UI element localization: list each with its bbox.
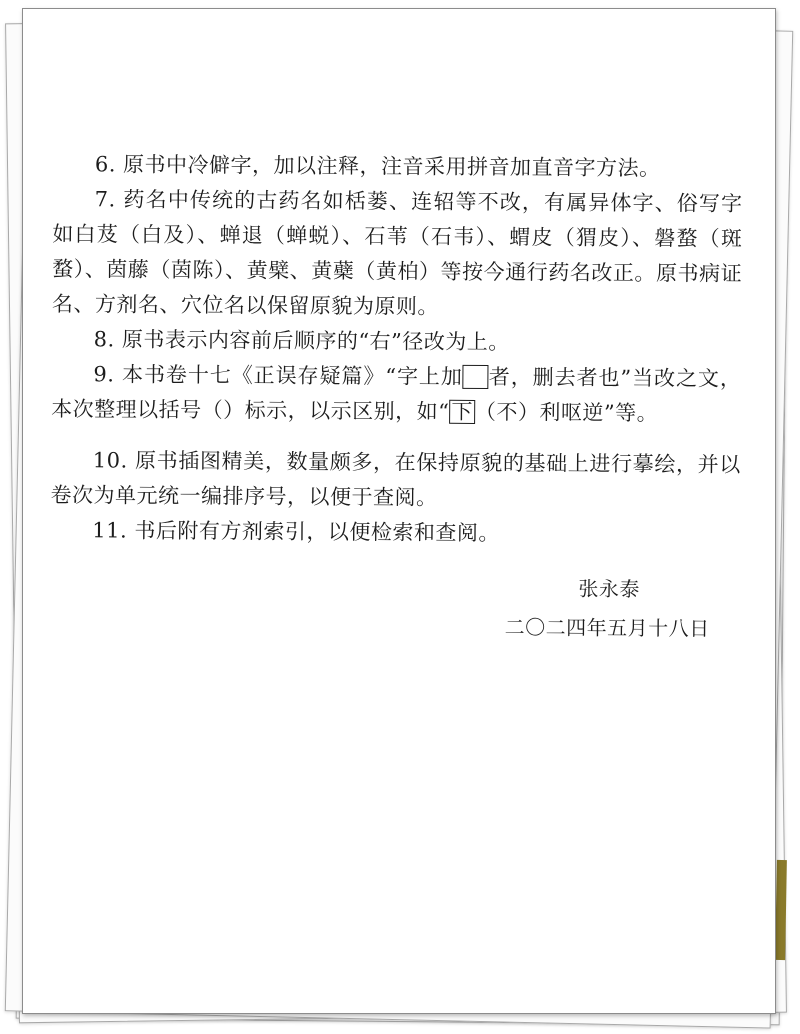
author-signature: 张永泰 bbox=[578, 576, 641, 602]
paragraph-10: 10. 原书插图精美，数量颇多，在保持原貌的基础上进行摹绘，并以卷次为单元统一编排序号，以便于查阅。 bbox=[50, 448, 741, 510]
paragraph-7: 7. 药名中传统的古药名如栝蒌、连轺等不改，有属异体字、俗写字如白芨（白及）、蝉退（蝉蜕）、石苇（石韦）、蝟皮（猬皮）、磐蝥（斑蝥）、茵藤（茵陈）、黄檗、黄蘗（黄柏）等按今通行药名改正。原书病证名、方剂名、穴位名以保留原貌为原则。 bbox=[51, 187, 743, 319]
page-content bbox=[50, 147, 743, 647]
empty-box-mark: ​ bbox=[464, 364, 487, 390]
paragraph-9-part-1: 9. 本书卷十七《正误存疑篇》“字上加 bbox=[93, 362, 463, 389]
paragraph-11: 11. 书后附有方剂索引，以便检索和查阅。 bbox=[92, 518, 500, 546]
document-page bbox=[22, 8, 776, 1014]
signature-date: 二〇二四年五月十八日 bbox=[504, 615, 710, 641]
paragraph-6: 6. 原书中冷僻字，加以注释，注音采用拼音加直音字方法。 bbox=[94, 152, 661, 181]
boxed-character: 下 bbox=[451, 399, 473, 424]
paragraph-9 bbox=[51, 357, 741, 432]
paragraph-8: 8. 原书表示内容前后顺序的“右”径改为上。 bbox=[93, 327, 510, 355]
paragraph-9-part-3: （不）利呕逆”等。 bbox=[474, 399, 659, 426]
book-cover-edge-right bbox=[775, 860, 787, 960]
paragraph-9-part-2: 者，删去者也”当改之文，本次整理以括号（）标示，以示区别，如“ bbox=[51, 365, 742, 424]
